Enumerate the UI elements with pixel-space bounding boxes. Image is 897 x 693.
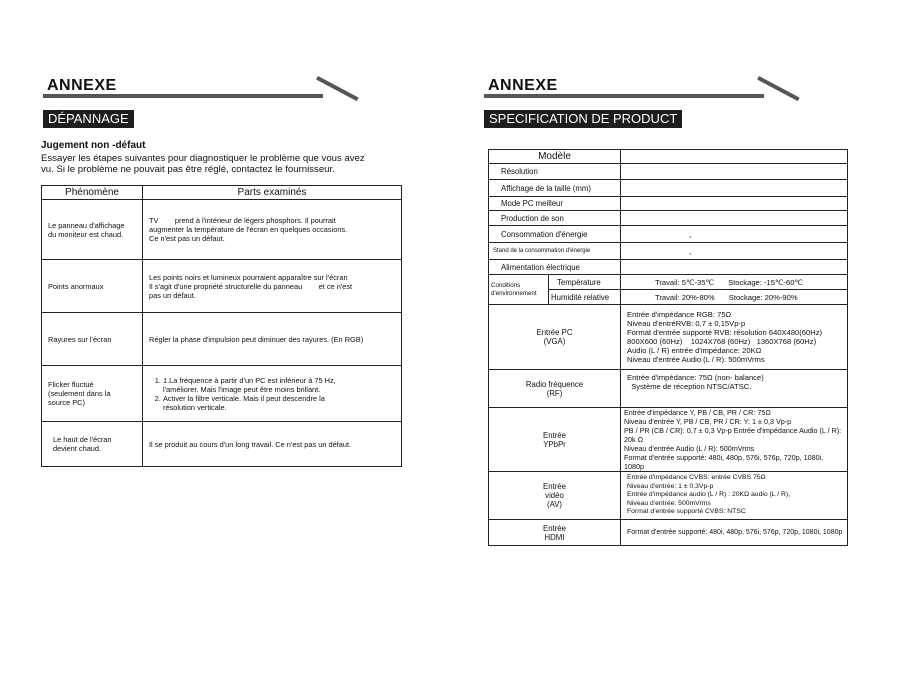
mode-pc-value bbox=[621, 197, 848, 211]
cell-line: Flicker fluctué bbox=[48, 380, 94, 389]
cell-line: 2. Activer la filtre verticale. Mais il peut descendre la bbox=[163, 393, 325, 403]
humidity-label: Humidité relative bbox=[549, 290, 621, 305]
cell-line: Format d'entrée supporté RVB: résolution 640X480(60Hz) bbox=[627, 328, 823, 337]
cell-line: Format d'entrée supporté: 480i, 480p, 576i, 576p, 720p, 1080i, 1080p bbox=[624, 453, 824, 471]
cell-line: résolution verticale. bbox=[163, 402, 227, 412]
spec-table bbox=[488, 149, 848, 546]
cell-line: devient chaud. bbox=[53, 444, 102, 453]
cell-line: pas un défaut. bbox=[149, 290, 196, 300]
resolution-label: Résolution bbox=[489, 164, 621, 180]
input-label bbox=[489, 370, 621, 408]
table-row bbox=[489, 150, 848, 164]
phenomene-cell bbox=[42, 200, 143, 260]
cell-line: Niveau d'entrée Audio (L / R): 500mVrms bbox=[627, 355, 765, 364]
right-annexe-header bbox=[484, 77, 764, 95]
cell-line: YPbPr bbox=[543, 439, 566, 449]
cell-line: Les points noirs et lumineux pourraient apparaître sur l'écran bbox=[149, 272, 348, 282]
table-row bbox=[489, 164, 848, 180]
resolution-value bbox=[621, 164, 848, 180]
temp-storage: Stockage: -15℃-60℃ bbox=[728, 277, 803, 287]
right-annexe-title: ANNEXE bbox=[488, 77, 558, 94]
cell-line: Entrée bbox=[543, 430, 566, 440]
parts-cell bbox=[143, 200, 402, 260]
cell-line: vidéo bbox=[545, 491, 564, 500]
table-row bbox=[489, 197, 848, 211]
table-header-row bbox=[42, 186, 402, 200]
stand-value: 、 bbox=[621, 243, 848, 260]
parts-cell bbox=[143, 422, 402, 467]
col-header-phenomene: Phénomène bbox=[42, 186, 143, 200]
mode-pc-label: Mode PC meilleur bbox=[489, 197, 621, 211]
cell-line: augmenter la température de l'écran en quelques occasions. bbox=[149, 225, 348, 234]
table-row bbox=[42, 200, 402, 260]
cell-line: Niveau d'entrée: 1 ± 0.3Vp-p bbox=[627, 482, 714, 490]
stand-label: Stand de la consommation d'énergie bbox=[489, 243, 621, 260]
cell-line: Entrée d'impédance Y, PB / CB, PR / CR: 75Ω bbox=[624, 408, 771, 417]
judgement-text bbox=[41, 153, 411, 175]
cell-line: Format d'entrée supporté CVBS: NTSC bbox=[627, 508, 746, 516]
temp-work: Travail: 5℃-35℃ bbox=[655, 277, 714, 287]
temperature-value bbox=[621, 275, 848, 290]
troubleshooting-table bbox=[41, 185, 402, 467]
cell-line: (AV) bbox=[546, 500, 562, 509]
judgement-line: Essayer les étapes suivantes pour diagnostiquer le problème que vous avez bbox=[41, 153, 365, 164]
input-spec bbox=[621, 520, 848, 546]
judgement-line: vu. Si le problème ne pouvait pas être réglé, contactez le fournisseur. bbox=[41, 164, 335, 175]
left-section-title: DÉPANNAGE bbox=[43, 110, 134, 128]
cell-line: Entrée d'impédance CVBS: entrée CVBS 75Ω bbox=[627, 474, 766, 482]
parts-cell bbox=[143, 313, 402, 366]
input-spec bbox=[621, 472, 848, 520]
cell-line: 800X600 (60Hz) 1024X768 (60Hz) 1360X768 (60Hz) bbox=[627, 337, 817, 346]
table-row bbox=[489, 370, 848, 408]
list-item bbox=[163, 394, 395, 412]
judgement-title: Jugement non -défaut bbox=[41, 140, 146, 151]
humidity-value bbox=[621, 290, 848, 305]
cell-line: Entrée d'impédance: 75Ω (non- balance) bbox=[627, 373, 764, 382]
cell-line: Niveau d'entréRVB: 0,7 ± 0,15Vp-p bbox=[627, 319, 746, 328]
table-row bbox=[42, 260, 402, 313]
phenomene-cell bbox=[42, 313, 143, 366]
table-row bbox=[489, 275, 848, 290]
table-row bbox=[489, 211, 848, 226]
input-label bbox=[489, 408, 621, 472]
affichage-value bbox=[621, 180, 848, 197]
phenomene-cell bbox=[42, 366, 143, 422]
alimentation-label: Alimentation électrique bbox=[489, 260, 621, 275]
table-row bbox=[489, 180, 848, 197]
cell-line: (VGA) bbox=[543, 337, 566, 346]
table-row bbox=[42, 422, 402, 467]
cell-line: TV prend à l'intérieur de légers phosphors. Il pourrait bbox=[149, 216, 336, 225]
input-spec bbox=[621, 305, 848, 370]
table-row bbox=[489, 226, 848, 243]
table-row bbox=[42, 366, 402, 422]
phenomene-cell bbox=[42, 422, 143, 467]
cell-line: Points anormaux bbox=[48, 281, 104, 291]
cell-line: PB / PR (CB / CR): 0,7 ± 0,3 Vp-p Entrée d'impédance Audio (L / R): 20k Ω bbox=[624, 426, 842, 444]
production-label: Production de son bbox=[489, 211, 621, 226]
cell-line: Niveau d'entrée: 500mVrms bbox=[627, 499, 711, 507]
consommation-label: Consommation d'énergie bbox=[489, 226, 621, 243]
table-row bbox=[489, 472, 848, 520]
left-annexe-header bbox=[43, 77, 323, 95]
alimentation-value bbox=[621, 260, 848, 275]
right-annexe-rule bbox=[484, 94, 764, 98]
cell-line: Rayures sur l'écran bbox=[48, 334, 112, 344]
cell-line: Niveau d'entrée Y, PB / CB, PR / CR: Y: 1 ± 0,3 Vp-p bbox=[624, 417, 792, 426]
conditions-label bbox=[489, 275, 549, 305]
cell-line: 1. 1.La fréquence à partir d'un PC est inférieur à 75 Hz, bbox=[163, 375, 336, 385]
table-row bbox=[489, 408, 848, 472]
cell-line: Entrée bbox=[543, 482, 566, 491]
cell-line: Niveau d'entrée Audio (L / R): 500mVrms bbox=[624, 444, 755, 453]
temperature-label: Température bbox=[549, 275, 621, 290]
cell-line: l'améliorer. Mais l'image peut être moins brillant. bbox=[163, 384, 321, 394]
col-header-parts: Parts examinés bbox=[143, 186, 402, 200]
list-item bbox=[163, 376, 395, 394]
phenomene-cell bbox=[42, 260, 143, 313]
left-annexe-rule bbox=[43, 94, 323, 98]
right-section-title: SPECIFICATION DE PRODUCT bbox=[484, 110, 682, 128]
table-row bbox=[42, 313, 402, 366]
hum-storage: Stockage: 20%-90% bbox=[728, 292, 798, 302]
cell-line: Il s'agit d'une propriété structurelle du panneau et ce n'est bbox=[149, 281, 353, 291]
hum-work: Travail: 20%-80% bbox=[655, 292, 715, 302]
left-annexe-title: ANNEXE bbox=[47, 77, 117, 94]
cell-line: Il se produit au cours d'un long travail. Ce n'est pas un défaut. bbox=[149, 439, 352, 449]
cell-line: Système de réception NTSC/ATSC. bbox=[627, 382, 752, 391]
cell-line: Conditions bbox=[491, 281, 521, 289]
cell-line: source PC) bbox=[48, 398, 85, 407]
consommation-value: 、 bbox=[621, 226, 848, 243]
parts-cell bbox=[143, 366, 402, 422]
cell-line: Le panneau d'affichage bbox=[48, 220, 125, 230]
table-row bbox=[489, 260, 848, 275]
cell-line: Entrée bbox=[543, 523, 566, 533]
input-spec bbox=[621, 370, 848, 408]
parts-cell bbox=[143, 260, 402, 313]
cell-line: d'environnement bbox=[491, 289, 537, 297]
cell-line: Entrée d'impédance audio (L / R) : 20KΩ audio (L / R), bbox=[627, 491, 791, 499]
cell-line: Radio fréquence bbox=[525, 379, 584, 389]
cell-line: Format d'entrée supporté: 480i, 480p, 576i, 576p, 720p, 1080i, 1080p bbox=[627, 529, 843, 536]
cell-line: Le haut de l'écran bbox=[53, 435, 112, 444]
production-value bbox=[621, 211, 848, 226]
table-row bbox=[489, 243, 848, 260]
input-spec bbox=[621, 408, 848, 472]
cell-line: Entrée d'impédance RGB: 75Ω bbox=[627, 310, 732, 319]
input-label bbox=[489, 520, 621, 546]
input-label bbox=[489, 472, 621, 520]
modele-label: Modèle bbox=[489, 150, 621, 164]
affichage-label: Affichage de la taille (mm) bbox=[489, 180, 621, 197]
modele-value bbox=[621, 150, 848, 164]
table-row bbox=[489, 305, 848, 370]
parts-list bbox=[149, 376, 395, 412]
cell-line: du moniteur est chaud. bbox=[48, 229, 124, 239]
cell-line: HDMI bbox=[544, 532, 565, 542]
cell-line: (seulement dans la bbox=[48, 389, 111, 398]
cell-line: Entrée PC bbox=[536, 328, 573, 337]
cell-line: (RF) bbox=[546, 388, 563, 398]
cell-line: Audio (L / R) entrée d'impédance: 20KΩ bbox=[627, 346, 762, 355]
input-label bbox=[489, 305, 621, 370]
cell-line: Ce n'est pas un défaut. bbox=[149, 234, 225, 243]
cell-line: Régler la phase d'impulsion peut diminuer des rayures. (En RGB) bbox=[149, 334, 364, 344]
table-row bbox=[489, 520, 848, 546]
